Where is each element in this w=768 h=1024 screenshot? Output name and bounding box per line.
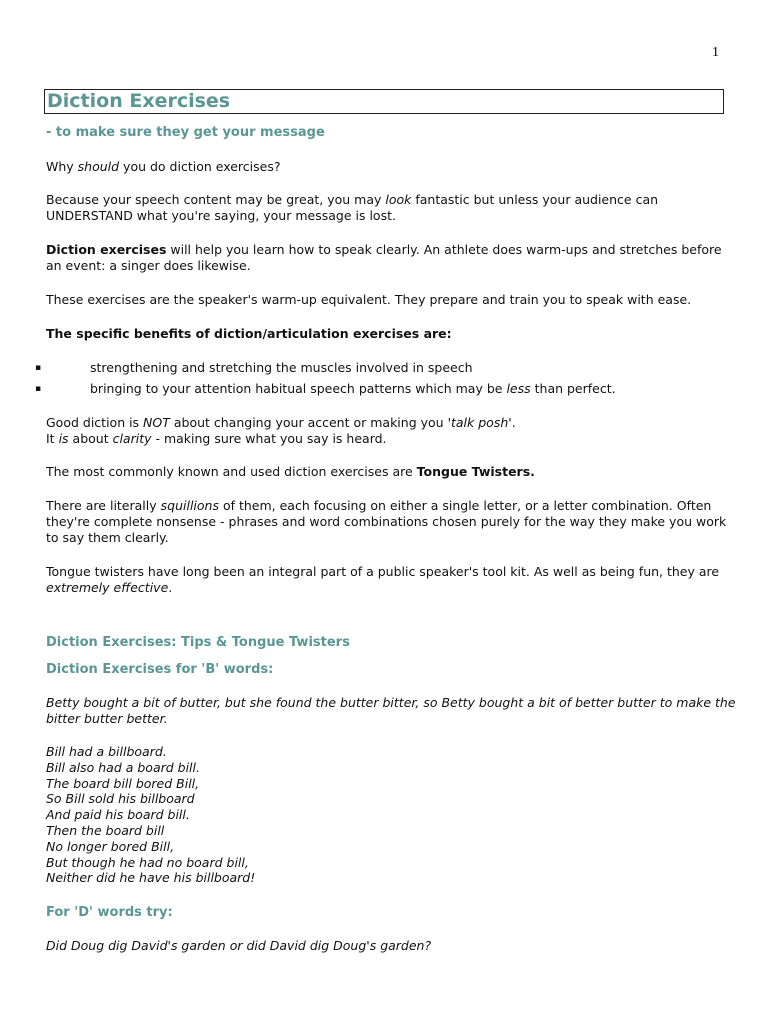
text: There are literally [46, 498, 161, 513]
emphasis: extremely effective [46, 580, 169, 595]
text: - making sure what you say is heard. [151, 431, 387, 446]
bold-term: Tongue Twisters. [416, 464, 535, 479]
text: Why [46, 159, 78, 174]
page-number: 1 [712, 45, 719, 60]
poem-line: Neither did he have his billboard! [46, 870, 256, 886]
text: . [168, 580, 173, 595]
emphasis: look [385, 192, 412, 207]
twister-betty [46, 695, 736, 727]
paragraph-twisters [46, 564, 736, 596]
text: Good diction is [46, 415, 144, 430]
emphasis: is [58, 431, 69, 446]
text: Because your speech content may be great, you may [46, 192, 386, 207]
poem-line: Then the board bill [46, 822, 165, 838]
twister-text: Did Doug dig David's garden or did David dig Doug's garden? [46, 938, 432, 953]
heading-d-words: For 'D' words try: [46, 905, 173, 920]
poem-line: But though he had no board bill, [46, 854, 249, 870]
paragraph-good-diction [46, 415, 736, 447]
text: . [511, 415, 516, 430]
poem-line: So Bill sold his billboard [46, 791, 195, 807]
text: fantastic but unless your audience can UNDERSTAND what you're saying, your message is lost. [46, 192, 659, 223]
bullet-marker: ▪ [35, 384, 42, 394]
poem-line: No longer bored Bill, [46, 838, 175, 854]
poem-line: Bill also had a board bill. [46, 759, 200, 775]
bullet-item [90, 381, 616, 397]
text: The most commonly known and used diction exercises are [46, 464, 417, 479]
bullet-marker: ▪ [35, 363, 42, 373]
title-box [44, 89, 724, 114]
poem-line: The board bill bored Bill, [46, 775, 200, 791]
text: you do diction exercises? [119, 159, 281, 174]
emphasis: clarity [112, 431, 152, 446]
subtitle: - to make sure they get your message [46, 125, 325, 140]
poem-line: And paid his board bill. [46, 807, 190, 823]
page-title: Diction Exercises [47, 90, 231, 112]
emphasis: 'talk posh' [447, 415, 512, 430]
text: bringing to your attention habitual speech patterns which may be [90, 381, 507, 396]
text: about [68, 431, 113, 446]
paragraph-squillions [46, 498, 736, 546]
text: than perfect. [530, 381, 616, 396]
text: will help you learn how to speak clearly. An athlete does warm-ups and stretches before an event: a singer does likewise. [46, 242, 722, 273]
emphasis: NOT [143, 415, 170, 430]
poem-line: Bill had a billboard. [46, 744, 167, 759]
text: Tongue twisters have long been an integral part of a public speaker's tool kit. As well as being fun, they are [46, 564, 720, 579]
heading-b-words: Diction Exercises for 'B' words: [46, 662, 274, 677]
paragraph-diction [46, 242, 736, 274]
twister-doug [46, 938, 736, 954]
text: about changing your accent or making you [169, 415, 448, 430]
bullet-item: strengthening and stretching the muscles involved in speech [90, 360, 473, 375]
twister-bill-poem [46, 744, 736, 886]
text: of them, each focusing on either a single letter, or a letter combination. Often they're complete nonsense - phrases and word combinations chosen purely for the way they make you work to say them clearly. [46, 498, 727, 545]
bold-term: Diction exercises [46, 242, 167, 257]
benefits-heading: The specific benefits of diction/articulation exercises are: [46, 326, 452, 341]
emphasis: should [77, 159, 120, 174]
heading-tips: Diction Exercises: Tips & Tongue Twisters [46, 635, 350, 650]
paragraph-common [46, 464, 736, 480]
paragraph-warmup: These exercises are the speaker's warm-up equivalent. They prepare and train you to speak with ease. [46, 292, 692, 307]
emphasis: less [506, 381, 531, 396]
question-why [46, 159, 736, 175]
emphasis: squillions [160, 498, 219, 513]
twister-text: Betty bought a bit of butter, but she found the butter bitter, so Betty bought a bit of better butter to make the bitter butter better. [46, 695, 736, 726]
text: It [46, 431, 59, 446]
paragraph-because [46, 192, 736, 224]
